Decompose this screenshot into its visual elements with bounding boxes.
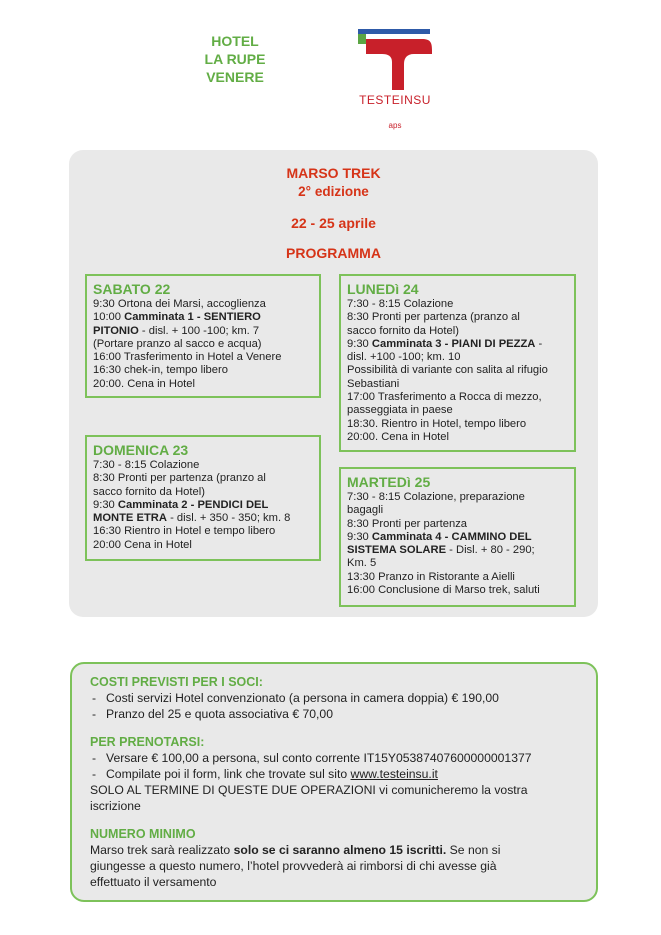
schedule-line: 7:30 - 8:15 Colazione, preparazione [347, 491, 525, 503]
schedule-line: 16:00 Trasferimento in Hotel a Venere [93, 351, 282, 364]
schedule-line: 9:30 Camminata 2 - PENDICI DEL [93, 498, 269, 511]
schedule-line: MONTE ETRA - disl. + 350 - 350; km. 8 [93, 512, 291, 525]
schedule-line: (Portare pranzo al sacco e acqua) [93, 337, 262, 350]
schedule-line: 20:00. Cena in Hotel [347, 430, 449, 443]
day-card-sabato [85, 274, 321, 398]
minimum-text: Marso trek sarà realizzato solo se ci saranno almeno 15 iscritti. Se non si [90, 843, 501, 857]
day-card-martedi [339, 467, 576, 607]
minimum-text: giungesse a questo numero, l’hotel provvederà ai rimborsi di chi avesse già [90, 859, 497, 873]
schedule-line: 20:00. Cena in Hotel [93, 377, 195, 390]
schedule-line: Sebastiani [347, 377, 400, 390]
schedule-line: sacco fornito da Hotel) [93, 485, 205, 498]
cost-item: - Pranzo del 25 e quota associativa € 70,00 [90, 706, 578, 722]
day-card-domenica [85, 435, 321, 561]
logo-wordmark: TESTEINSU [359, 93, 431, 107]
event-edition: 2° edizione [298, 184, 369, 199]
schedule-line: bagagli [347, 504, 384, 517]
booking-note: iscrizione [90, 799, 141, 813]
schedule-line: 16:30 Rientro in Hotel e tempo libero [93, 525, 276, 538]
schedule-line: 9:30 Camminata 3 - PIANI DI PEZZA - [347, 337, 543, 350]
schedule-line: 10:00 Camminata 1 - SENTIERO [93, 311, 261, 324]
cost-item: - Costi servizi Hotel convenzionato (a persona in camera doppia) € 190,00 [90, 690, 578, 706]
schedule-line: PITONIO - disl. + 100 -100; km. 7 [93, 324, 260, 337]
booking-note: SOLO AL TERMINE DI QUESTE DUE OPERAZIONI vi comunicheremo la vostra [90, 783, 528, 797]
costs-heading: COSTI PREVISTI PER I SOCI: [90, 675, 263, 689]
schedule-line: 9:30 Camminata 4 - CAMMINO DEL [347, 530, 532, 543]
day-title: SABATO 22 [93, 281, 171, 297]
schedule-line: 8:30 Pronti per partenza (pranzo al [93, 472, 266, 485]
hotel-line: HOTEL [211, 33, 259, 49]
day-title: MARTEDì 25 [347, 474, 431, 490]
minimum-text: effettuato il versamento [90, 875, 217, 889]
schedule-line: 8:30 Pronti per partenza [347, 517, 468, 530]
booking-heading: PER PRENOTARSI: [90, 735, 205, 749]
schedule-line: 13:30 Pranzo in Ristorante a Aielli [347, 570, 515, 583]
website-link[interactable]: www.testeinsu.it [350, 767, 438, 781]
minimum-heading: NUMERO MINIMO [90, 827, 196, 841]
hotel-line: VENERE [206, 69, 264, 85]
hotel-line: LA RUPE [204, 51, 266, 67]
schedule-line: 9:30 Ortona dei Marsi, accoglienza [93, 298, 266, 310]
schedule-line: 20:00 Cena in Hotel [93, 538, 192, 551]
schedule-line: 18:30. Rientro in Hotel, tempo libero [347, 417, 527, 430]
program-heading: PROGRAMMA [286, 245, 381, 261]
schedule-line: 7:30 - 8:15 Colazione [347, 298, 454, 310]
schedule-line: sacco fornito da Hotel) [347, 324, 459, 337]
schedule-line: SISTEMA SOLARE - Disl. + 80 - 290; [347, 544, 535, 557]
schedule-line: 8:30 Pronti per partenza (pranzo al [347, 311, 520, 324]
hotel-name [190, 32, 280, 86]
schedule-line: Possibilità di variante con salita al rifugio [347, 364, 548, 377]
day-card-lunedi [339, 274, 576, 452]
schedule-line: 16:30 chek-in, tempo libero [93, 364, 228, 377]
event-name: MARSO TREK [286, 165, 381, 181]
info-box [70, 662, 598, 902]
schedule-line: passeggiata in paese [347, 404, 453, 417]
schedule-line: 17:00 Trasferimento a Rocca di mezzo, [347, 391, 542, 404]
schedule-line: 16:00 Conclusione di Marso trek, saluti [347, 584, 540, 597]
schedule-line: 7:30 - 8:15 Colazione [93, 459, 200, 471]
booking-item: - Versare € 100,00 a persona, sul conto corrente IT15Y05387407600000001377 [90, 750, 578, 766]
event-dates: 22 - 25 aprile [291, 215, 376, 231]
day-title: LUNEDì 24 [347, 281, 419, 297]
booking-item: - Compilate poi il form, link che trovate sul sito www.testeinsu.it [90, 766, 578, 782]
testeinsu-logo [352, 24, 442, 134]
schedule-line: Km. 5 [347, 557, 377, 570]
schedule-line: disl. +100 -100; km. 10 [347, 351, 461, 364]
day-title: DOMENICA 23 [93, 442, 189, 458]
logo-subtitle: aps [388, 121, 402, 130]
